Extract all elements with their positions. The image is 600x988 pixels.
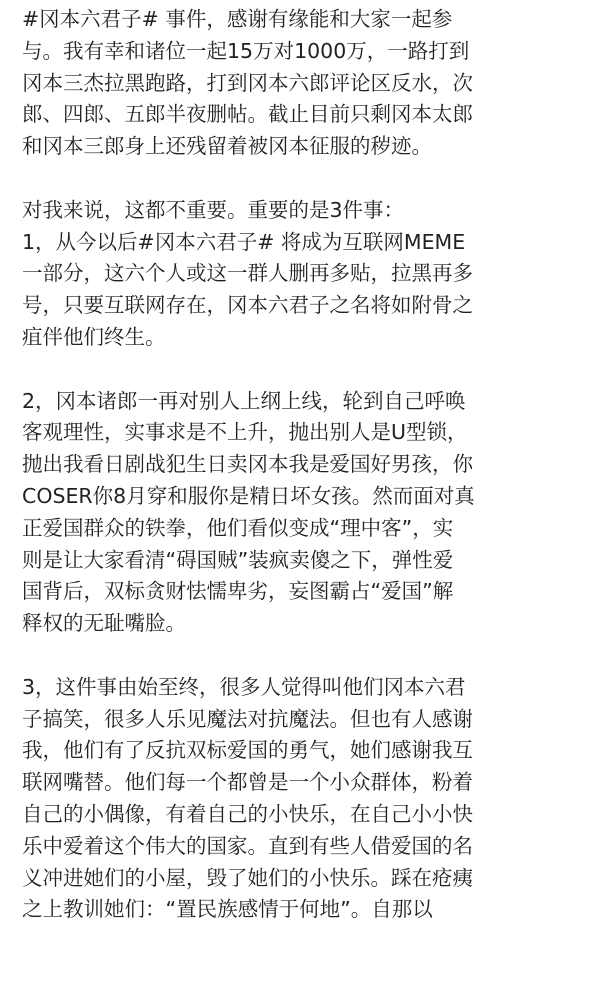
paragraph-gap [22, 354, 584, 386]
paragraph-point-3 [22, 672, 584, 926]
text-line: 郎、四郎、五郎半夜删帖。截止目前只剩冈本太郎 [22, 102, 473, 127]
text-line: 1，从今以后#冈本六君子# 将成为互联网MEME [22, 229, 466, 254]
text-line: 子搞笑，很多人乐见魔法对抗魔法。但也有人感谢 [22, 706, 473, 731]
paragraph-gap [22, 163, 584, 195]
text-line: 抛出我看日剧战犯生日卖冈本我是爱国好男孩，你 [22, 452, 473, 477]
text-line: 我，他们有了反抗双标爱国的勇气，她们感谢我互 [22, 738, 473, 763]
text-line: 乐中爱着这个伟大的国家。直到有些人借爱国的名 [22, 833, 473, 858]
text-line: 国背后，双标贪财怯懦卑劣，妄图霸占“爱国”解 [22, 579, 454, 604]
text-line: 冈本三杰拉黑跑路，打到冈本六郎评论区反水，次 [22, 70, 473, 95]
text-line: 之上教训她们：“置民族感情于何地”。自那以 [22, 897, 433, 922]
text-line: 正爱国群众的铁拳，他们看似变成“理中客”，实 [22, 515, 454, 540]
text-line: 和冈本三郎身上还残留着被冈本征服的秽迹。 [22, 134, 432, 159]
text-line: 自己的小偶像，有着自己的小快乐，在自己小小快 [22, 801, 473, 826]
text-line: 义冲进她们的小屋，毁了她们的小快乐。踩在疮痍 [22, 865, 473, 890]
text-line: 释权的无耻嘴脸。 [22, 611, 186, 636]
text-line: 号，只要互联网存在，冈本六君子之名将如附骨之 [22, 293, 473, 318]
text-line: 2，冈本诸郎一再对别人上纲上线，轮到自己呼唤 [22, 388, 466, 413]
text-line: #冈本六君子# 事件，感谢有缘能和大家一起参 [22, 7, 453, 31]
text-line: 与。我有幸和诸位一起15万对1000万，一路打到 [22, 38, 470, 63]
text-line: COSER你8月穿和服你是精日坏女孩。然而面对真 [22, 483, 475, 508]
text-line: 客观理性，实事求是不上升，抛出别人是U型锁， [22, 420, 468, 445]
text-line: 3，这件事由始至终，很多人觉得叫他们冈本六君 [22, 674, 466, 699]
text-line: 疽伴他们终生。 [22, 324, 166, 349]
paragraph-intro [22, 4, 584, 163]
post-body-text [22, 4, 584, 926]
text-line: 则是让大家看清“碍国贼”装疯卖傻之下，弹性爱 [22, 547, 454, 572]
paragraph-point-2 [22, 386, 584, 640]
paragraph-point-1 [22, 195, 584, 354]
paragraph-gap [22, 640, 584, 672]
text-line: 联网嘴替。他们每一个都曾是一个小众群体，粉着 [22, 770, 473, 795]
text-line: 对我来说，这都不重要。重要的是3件事： [22, 197, 405, 222]
text-line: 一部分，这六个人或这一群人删再多贴，拉黑再多 [22, 261, 473, 286]
